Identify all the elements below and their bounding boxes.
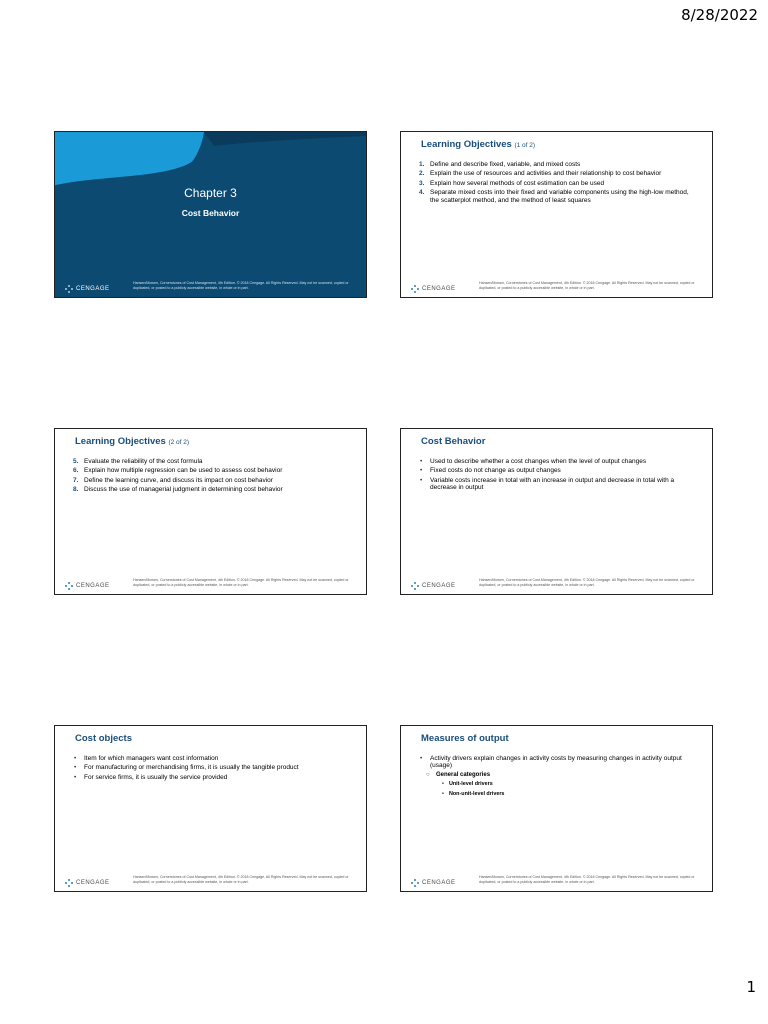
logo-text: CENGAGE <box>76 286 110 292</box>
slide-title-text: Cost Behavior <box>421 436 486 447</box>
objective-item: 2. Explain the use of resources and activities and their relationship to cost behavior <box>419 170 662 178</box>
objective-item: 7. Define the learning curve, and discuss its impact on cost behavior <box>73 476 273 484</box>
chapter-title: Chapter 3 <box>184 186 237 200</box>
cengage-logo-icon <box>411 285 419 293</box>
slide-title-text: Measures of output <box>421 733 509 744</box>
objective-item: 6. Explain how multiple regression can be used to assess cost behavior <box>73 467 283 475</box>
cengage-logo: CENGAGE <box>411 879 456 887</box>
copyright-footer: Hansen/Mowen, Cornerstones of Cost Management, 4th Edition. © 2018 Cengage. All Rights Reserved. May not be scanned, copied or duplicated, or posted to a publicly accessible website, in whole or in part. <box>133 281 349 290</box>
chapter-subtitle: Cost Behavior <box>181 208 240 218</box>
bullet-item: • Fixed costs do not change as output changes <box>420 467 561 475</box>
cengage-logo: CENGAGE <box>411 285 456 293</box>
sub-bullet-item: ○ General categories <box>426 771 491 778</box>
cengage-logo: CENGAGE <box>65 582 110 590</box>
slide-title-text: Learning Objectives (2 of 2) <box>75 436 190 447</box>
slide-title-text: Cost objects <box>75 733 133 744</box>
cengage-logo <box>65 285 110 293</box>
bullet-item: • Used to describe whether a cost changes when the level of output changes <box>420 458 647 465</box>
cengage-logo: CENGAGE <box>411 582 456 590</box>
cengage-logo-icon <box>411 582 419 590</box>
copyright-footer: Hansen/Mowen, Cornerstones of Cost Management, 4th Edition. © 2018 Cengage. All Rights Reserved. May not be scanned, copied or duplicated, or posted to a publicly accessible website, in whole or in part. <box>479 875 695 884</box>
objective-item: 8. Discuss the use of managerial judgment in determining cost behavior <box>73 486 283 494</box>
cengage-logo: CENGAGE <box>65 879 110 887</box>
slide-title <box>54 131 367 298</box>
cengage-logo-icon <box>411 879 419 887</box>
cengage-logo-icon <box>65 879 73 887</box>
bullet-item: • For service firms, it is usually the service provided <box>74 773 228 781</box>
objective-item: 3. Explain how several methods of cost estimation can be used <box>419 179 605 187</box>
bullet-item: • Activity drivers explain changes in activity costs by measuring changes in activity output (usage) <box>420 755 682 770</box>
print-date: 8/28/2022 <box>681 6 758 24</box>
objective-item: 1. Define and describe fixed, variable, and mixed costs <box>419 161 581 168</box>
slide-learning-objectives-1 <box>400 131 713 298</box>
copyright-footer: Hansen/Mowen, Cornerstones of Cost Management, 4th Edition. © 2018 Cengage. All Rights Reserved. May not be scanned, copied or duplicated, or posted to a publicly accessible website, in whole or in part. <box>479 578 695 587</box>
bullet-item: • For manufacturing or merchandising firms, it is usually the tangible product <box>74 764 299 772</box>
slide-measures-of-output <box>400 725 713 892</box>
cengage-logo-icon <box>65 285 73 293</box>
sub-sub-bullet-item: • Non-unit-level drivers <box>442 790 505 797</box>
copyright-footer: Hansen/Mowen, Cornerstones of Cost Management, 4th Edition. © 2018 Cengage. All Rights Reserved. May not be scanned, copied or duplicated, or posted to a publicly accessible website, in whole or in part. <box>133 875 349 884</box>
copyright-footer: Hansen/Mowen, Cornerstones of Cost Management, 4th Edition. © 2018 Cengage. All Rights Reserved. May not be scanned, copied or duplicated, or posted to a publicly accessible website, in whole or in part. <box>479 281 695 290</box>
slide-cost-objects <box>54 725 367 892</box>
bullet-item: • Variable costs increase in total with an increase in output and decrease in total with a decrease in output <box>420 476 675 492</box>
slide-cost-behavior <box>400 428 713 595</box>
cengage-logo-icon <box>65 582 73 590</box>
page-number: 1 <box>746 978 756 996</box>
objective-item: 4. Separate mixed costs into their fixed and variable components using the high-low method, the scatterplot method, and the method of least squares <box>419 189 689 204</box>
sub-sub-bullet-item: • Unit-level drivers <box>442 781 493 788</box>
bullet-item: • Item for which managers want cost information <box>74 755 219 762</box>
slide-title-text: Learning Objectives (1 of 2) <box>421 139 536 150</box>
slide-learning-objectives-2 <box>54 428 367 595</box>
copyright-footer: Hansen/Mowen, Cornerstones of Cost Management, 4th Edition. © 2018 Cengage. All Rights Reserved. May not be scanned, copied or duplicated, or posted to a publicly accessible website, in whole or in part. <box>133 578 349 587</box>
objective-item: 5. Evaluate the reliability of the cost formula <box>73 458 203 465</box>
